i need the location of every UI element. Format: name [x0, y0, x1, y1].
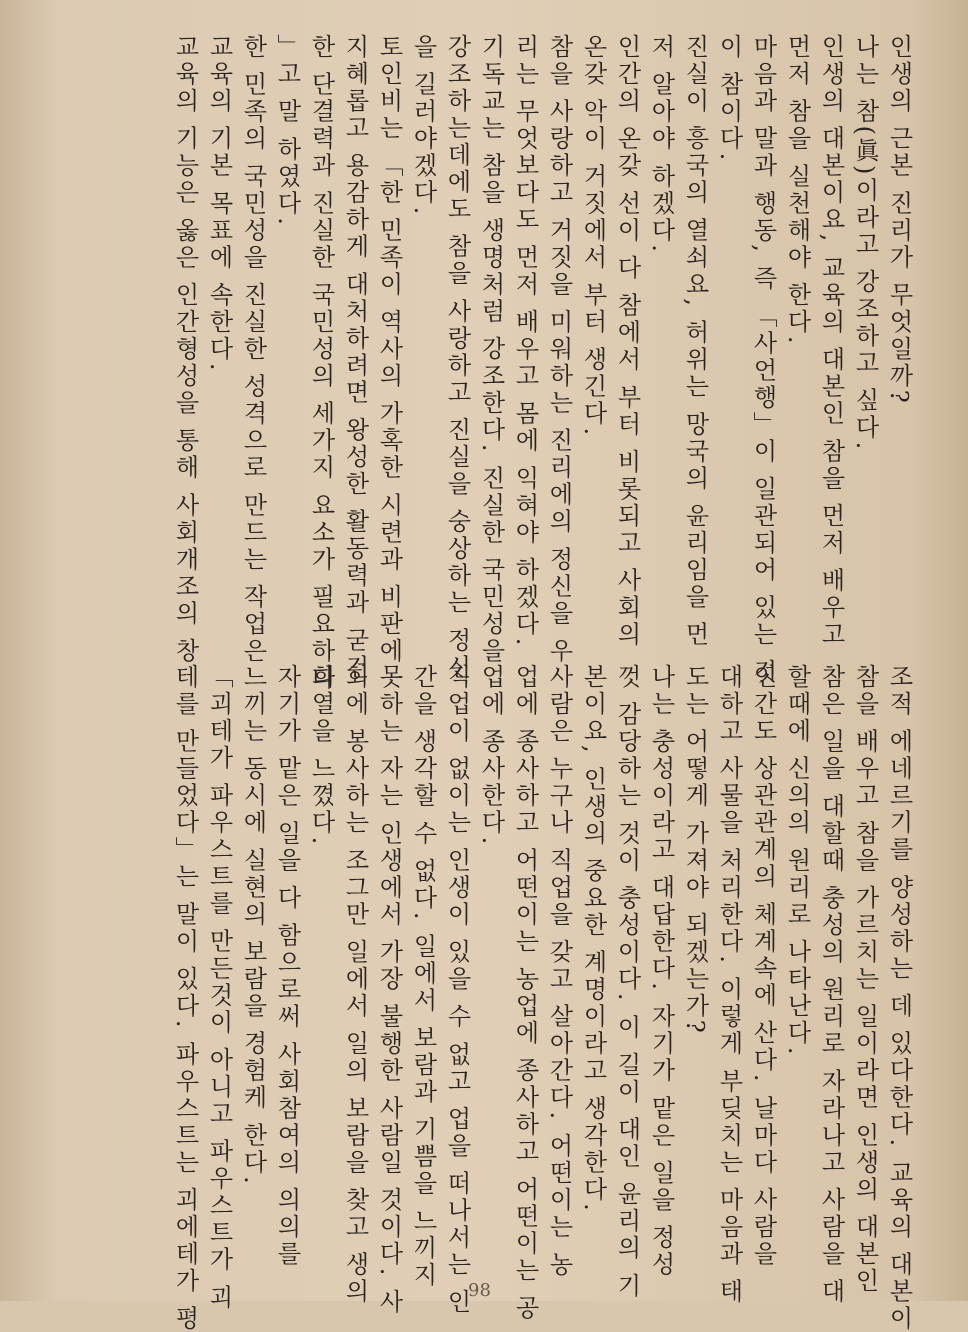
text-column: 저 알아야 하겠다. — [647, 34, 675, 255]
text-column: 참은 일을 대할때 충성의 원리로 자라나고 사람을 대 — [817, 664, 845, 1306]
text-column: 이 참이다. — [715, 34, 743, 164]
text-column: 사람은 누구나 직업을 갖고 살아간다. 어떤이는 농 — [545, 664, 573, 1279]
text-column: 토인비는 「한 민족이 역사의 가혹한 시련과 비판에 — [375, 34, 403, 665]
page-number: 98 — [468, 1280, 491, 1301]
text-column: 지혜롭고 용감하게 대처하려면 왕성한 활동력과 굳건 — [341, 34, 369, 682]
text-column: 나는 충성이라고 대답한다. 자기가 맡은 일을 정성 — [647, 664, 675, 1279]
text-column: 」고 말 하였다. — [273, 34, 301, 228]
text-column: 인생의 근본 진리가 무엇일까? — [885, 34, 913, 406]
text-column: 인간의 온갖 선이 다 참에서 부터 비롯되고 사회의 — [613, 34, 641, 649]
text-column: 인간도 상관관계의 체계속에 산다. 날마다 사람을 — [749, 664, 777, 1268]
text-column: 인생의 대본이요, 교육의 대본인 참을 먼저 배우고 — [817, 34, 845, 649]
text-column: 참을 사랑하고 거짓을 미워하는 진리에의 정신을 우 — [545, 34, 573, 665]
text-column: 한 민족의 국민성을 진실한 성격으로 만드는 작업은 — [239, 34, 267, 665]
text-column: 껏 감당하는 것이 충성이다. 이 길이 대인 윤리의 기 — [613, 664, 641, 1300]
text-column: 도는 어떻게 가져야 되겠는가? — [681, 664, 709, 1036]
text-column: 자기가 맡은 일을 다 함으로써 사회참여의 의의를 — [273, 664, 301, 1268]
text-column: 간을 생각할 수 없다. 일에서 보람과 기쁨을 느끼지 — [409, 664, 437, 1290]
text-column: 조적 에네르기를 양성하는 데 있다한다. 교육의 대본이 — [885, 664, 913, 1332]
text-column: 회에 봉사하는 조그만 일에서 일의 보람을 찾고 생의 — [341, 664, 369, 1306]
text-column: 참을 배우고 참을 가르치는 일이라면 인생의 대본인 — [851, 664, 879, 1295]
text-column: 테를 만들었다」는 말이 있다. 파우스트는 괴에테가 평 — [171, 664, 199, 1332]
text-column: 대하고 사물을 처리한다. 이렇게 부딪치는 마음과 태 — [715, 664, 743, 1306]
text-column: 본이요, 인생의 중요한 계명이라고 생각한다. — [579, 664, 607, 1214]
text-column: 먼저 참을 실천해야 한다. — [783, 34, 811, 347]
text-column: 기독교는 참을 생명처럼 강조한다. 진실한 국민성을 — [477, 34, 505, 665]
text-column: 느끼는 동시에 실현의 보람을 경험케 한다. — [239, 664, 267, 1187]
text-column: 한 단결력과 진실한 국민성의 세가지 요소가 필요하다 — [307, 34, 335, 692]
text-column: 교육의 기능은 옳은 인간형성을 통해 사회개조의 창 — [171, 34, 199, 665]
text-column: 할때에 신의의 원리로 나타난다. — [783, 664, 811, 1058]
text-column: 을 길러야겠다. — [409, 34, 437, 218]
text-column: 희열을 느꼈다. — [307, 664, 335, 848]
text-column: 업에 종사한다. — [477, 664, 505, 848]
text-column: 나는 참(眞)이라고 강조하고 싶다. — [851, 34, 879, 453]
top-text-block — [168, 34, 916, 692]
text-column: 직업이 없이는 인생이 있을 수 없고 업을 떠나서는 인 — [443, 664, 471, 1317]
text-column: 「괴테가 파우스트를 만든것이 아니고 파우스트가 괴 — [205, 664, 233, 1312]
text-column: 강조하는데에도 참을 사랑하고 진실을 숭상하는 정신 — [443, 34, 471, 682]
text-column: 못하는 자는 인생에서 가장 불행한 사람일 것이다. 사 — [375, 664, 403, 1317]
text-column: 마음과 말과 행동, 즉 「사언행」이 일관되어 있는 것 — [749, 34, 777, 687]
text-column: 온갖 악이 거짓에서 부터 생긴다. — [579, 34, 607, 439]
text-column: 교육의 기본 목표에 속한다. — [205, 34, 233, 374]
text-column: 업에 종사하고 어떤이는 농업에 종사하고 어떤이는 공 — [511, 664, 539, 1322]
text-column: 진실이 흥국의 열쇠요, 허위는 망국의 윤리임을 먼 — [681, 34, 709, 649]
text-column: 리는 무엇보다도 먼저 배우고 몸에 익혀야 하겠다. — [511, 34, 539, 649]
